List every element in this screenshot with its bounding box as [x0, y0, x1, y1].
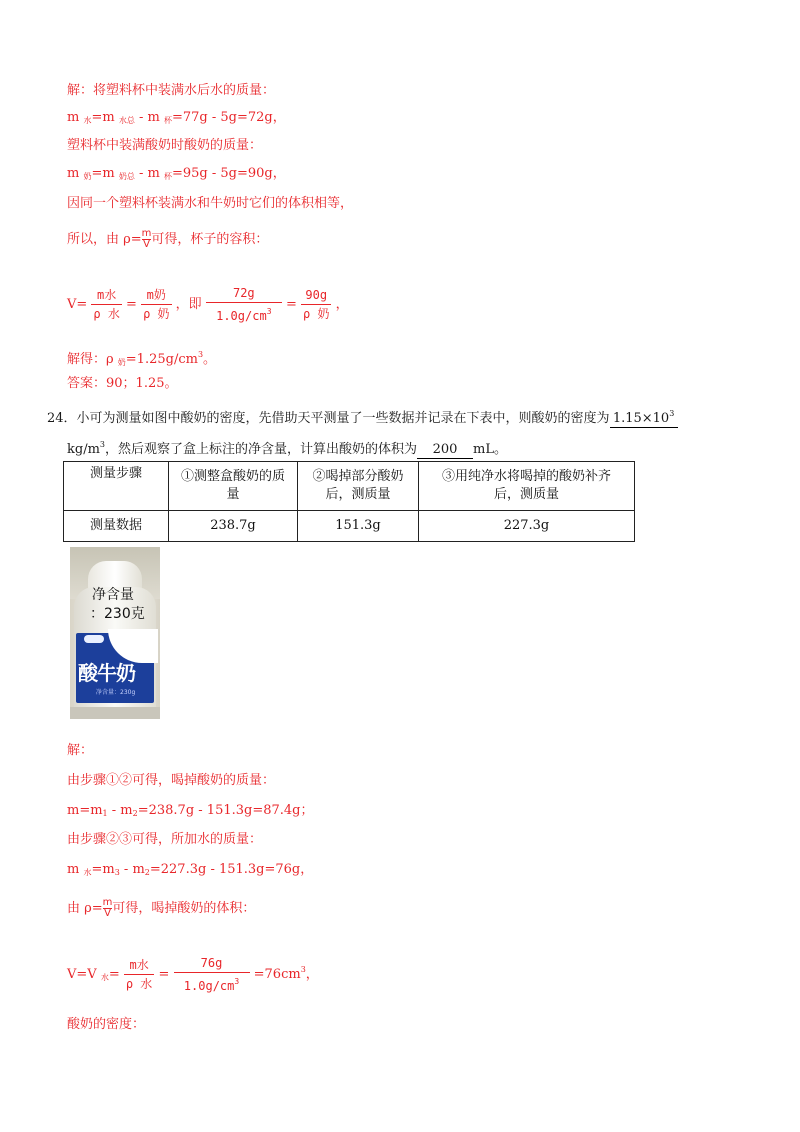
table-cell: 151.3g — [298, 511, 419, 542]
table-cell: 测量数据 — [64, 511, 169, 542]
solution-line-3: $m=m_1 - m_2=238.7g - 151.3g=87.4g$； — [67, 803, 314, 818]
solution-line-7: V=V $_水$= $\frac{\text{m水}}{\text{ρ 水}}$ = $\frac{76g}{1.0g/cm^3}$ $=76cm^3$， — [67, 956, 319, 993]
measurement-table — [63, 461, 635, 542]
solution-line-5: m $_水=m_3 - m_2=227.3g - 151.3g=76g$， — [67, 862, 314, 877]
solution-line-8: 酸奶的密度： — [67, 1017, 146, 1032]
solution-line-2: 由步骤①②可得，喝掉酸奶的质量： — [67, 773, 276, 788]
density-formula-fraction: $\frac{m}{V}$ — [102, 897, 113, 919]
fraction-90g: $\frac{90g}{\text{ρ 奶}}$ — [303, 288, 330, 321]
fraction-water-mass: $\frac{\text{m水}}{\text{ρ 水}}$ — [125, 958, 153, 991]
solution-line-4: 由步骤②③可得，所加水的质量： — [67, 832, 263, 847]
fraction-72g: $\frac{72g}{1.0g/cm^3}$ — [206, 284, 282, 325]
net-content-label: 净含量 — [92, 587, 134, 603]
table-header-row — [64, 462, 635, 511]
prev-line-5: 因同一个塑料杯装满水和牛奶时它们的体积相等， — [67, 196, 354, 211]
answer-volume-blank: 200 — [417, 442, 473, 459]
product-small-print: 净含量：230g — [96, 689, 136, 696]
table-cell: 227.3g — [419, 511, 635, 542]
product-name: 酸牛奶 — [78, 661, 135, 685]
solution-line-6: 由 ρ= $\frac{m}{V}$ 可得，喝掉酸奶的体积： — [67, 897, 256, 919]
fraction-76g: $\frac{76g}{1.0g/cm^3}$ — [174, 954, 250, 995]
prev-line-3: 塑料杯中装满酸奶时酸奶的质量： — [67, 138, 263, 153]
fraction-yogurt: $\frac{\text{m奶}}{\text{ρ 奶}}$ — [143, 288, 170, 321]
table-header-cell: ②喝掉部分酸奶 后，测质量 — [298, 462, 419, 511]
prev-line-8: 解得：ρ $_奶=1.25g/cm^3$。 — [67, 350, 217, 367]
prev-answer: 答案：90；1.25。 — [67, 376, 178, 391]
prev-line-1: 解：将塑料杯中装满水后水的质量： — [67, 83, 276, 98]
table-header-cell: ①测整盒酸奶的质 量 — [169, 462, 298, 511]
prev-line-6: 所以，由 ρ= $\frac{m}{V}$ 可得，杯子的容积： — [67, 228, 269, 250]
prev-line-4: m $_奶$=m $_{奶总}$ - m $_杯$=95g - 5g=90g， — [67, 166, 286, 181]
table-row — [64, 511, 635, 542]
yogurt-bottle-image — [70, 547, 160, 719]
table-cell: 238.7g — [169, 511, 298, 542]
answer-density-blank: $1.15\times 10^3$ — [610, 406, 678, 428]
question-24-line-1: 24．小可为测量如图中酸奶的密度，先借助天平测量了一些数据并记录在下表中，则酸奶的密度为 $1.15\times 10^3$ — [47, 406, 678, 428]
fraction-water: $\frac{\text{m水}}{\text{ρ 水}}$ — [93, 288, 120, 321]
question-24-line-2: $kg/m^3$，然后观察了盒上标注的净含量，计算出酸奶的体积为 200 mL。 — [67, 440, 507, 457]
table-header-cell: 测量步骤 — [64, 462, 169, 511]
solution-line-1: 解： — [67, 743, 94, 758]
net-content-value: ：230克 — [90, 606, 145, 622]
prev-line-2: m $_水$=m $_{水总}$ - m $_杯$=77g - 5g=72g， — [67, 110, 286, 125]
density-formula-fraction: $\frac{m}{V}$ — [141, 228, 152, 250]
table-header-cell: ③用纯净水将喝掉的酸奶补齐 后，测质量 — [419, 462, 635, 511]
prev-line-7: V= $\frac{\text{m水}}{\text{ρ 水}}$ = $\frac{\text{m奶}}{\text{ρ 奶}}$ ，即 $\frac{72g}{1.0g/cm^3}$ = $\frac{90g}{\text{ρ 奶}}$ ， — [67, 286, 349, 323]
